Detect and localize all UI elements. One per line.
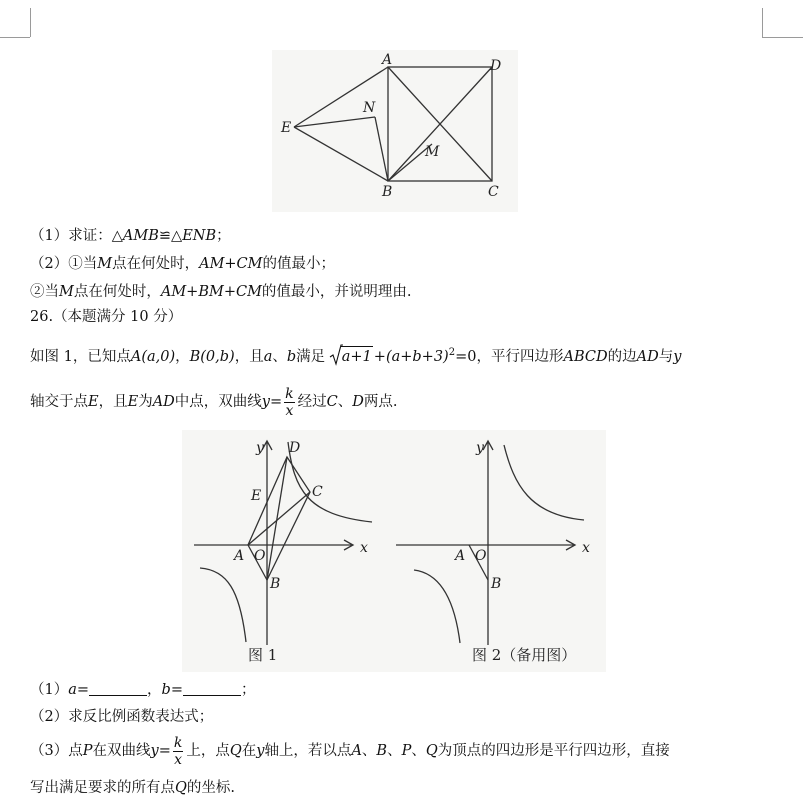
- q26-p3-b: 在双曲线: [92, 743, 151, 759]
- q26-p4-a: 写出满足要求的所有点: [30, 780, 175, 796]
- vertex-q: Q: [425, 743, 438, 759]
- fraction-numerator: k: [285, 385, 294, 402]
- q26-l2-sep: 、: [337, 394, 353, 410]
- fig1-label-d: D: [289, 440, 301, 456]
- q26-l2-a: 轴交于点: [30, 394, 88, 410]
- point-label-c: C: [488, 184, 499, 200]
- fig1-label-b: B: [270, 576, 281, 592]
- q25-p2-prefix: （2）①当: [30, 256, 98, 272]
- q26-l2-f: 两点.: [363, 394, 398, 410]
- q26-l1-a: 如图 1，已知点: [30, 348, 131, 365]
- question-26-part-2: （2）求反比例函数表达式；: [30, 709, 214, 725]
- q26-l1-c: 满足: [296, 348, 326, 365]
- q25-p1-enb: ENB: [182, 228, 217, 244]
- sep-3: 、: [411, 743, 426, 759]
- triangle-symbol-2: △: [171, 228, 183, 244]
- q26-p3-a: （3）点: [30, 743, 83, 759]
- answer-a-blank[interactable]: [89, 681, 147, 696]
- vertex-b: B: [376, 743, 388, 759]
- answer-b-label: b: [161, 682, 171, 698]
- point-label-a: A: [382, 52, 393, 68]
- point-c: C: [326, 394, 338, 410]
- crop-mark-top-left-h: [0, 37, 30, 38]
- answer-b-blank[interactable]: [183, 681, 241, 696]
- hyperbola-y: y: [261, 394, 270, 410]
- answer-comma: ，: [147, 682, 162, 698]
- q25-p1-prefix: （1）求证：: [30, 228, 112, 244]
- sqrt-body: a+1: [341, 346, 373, 366]
- point-e-1: E: [88, 394, 99, 410]
- q26-l1-d: ，平行四边形: [476, 348, 564, 365]
- point-e-2: E: [127, 394, 139, 410]
- q26-l2-e: 经过: [297, 394, 327, 410]
- fraction-denominator: x: [285, 402, 294, 419]
- point-b-coords: B(0,b): [189, 348, 235, 365]
- question-25-part-2: [30, 255, 335, 273]
- fraction-k-over-x-2: [173, 735, 183, 768]
- point-label-d: D: [490, 58, 502, 74]
- point-label-m: M: [425, 144, 440, 160]
- fig2-label-a: A: [455, 548, 466, 564]
- point-q: Q: [229, 743, 242, 759]
- answer-b-eq: =: [170, 682, 183, 698]
- q26-l1-comma: ，: [175, 348, 190, 365]
- exponent: 2: [448, 347, 456, 358]
- q26-l2-b: ，且: [98, 394, 128, 410]
- parallelogram-abcd: ABCD: [563, 348, 608, 365]
- fig1-label-a: A: [234, 548, 245, 564]
- q25-p3-m: M: [59, 284, 74, 300]
- fraction-denominator-2: x: [174, 751, 183, 768]
- q26-l1-e: 的边: [607, 348, 637, 365]
- point-d: D: [352, 394, 364, 410]
- q25-p3-prefix: ②当: [30, 284, 59, 300]
- y-axis-ref-2: y: [256, 743, 265, 759]
- q25-p2-m: M: [97, 256, 113, 272]
- q26-l1-f: 与: [658, 348, 674, 365]
- figure-2-caption: 图 2（备用图）: [472, 646, 577, 664]
- crop-mark-top-right-h: [762, 37, 803, 38]
- q26-p3-c: 上，点: [186, 743, 230, 759]
- question-25-part-2b: [30, 283, 412, 301]
- q26-p3-e: 轴上，若以点: [264, 743, 352, 759]
- point-label-b: B: [382, 184, 393, 200]
- triangle-symbol-1: △: [111, 228, 123, 244]
- q25-p1-suffix: ；: [216, 228, 231, 244]
- q26-l1-sep: 、: [272, 348, 287, 365]
- vertex-p: P: [401, 743, 412, 759]
- fig2-label-b: B: [491, 576, 502, 592]
- answer-a-label: a: [68, 682, 77, 698]
- point-q-2: Q: [175, 780, 187, 796]
- q25-p3-mid: 点在何处时，: [73, 284, 161, 300]
- question-26-line-2: [30, 385, 398, 419]
- q25-p2-mid: 点在何处时，: [112, 256, 200, 272]
- question-26-header: 26.（本题满分 10 分）: [30, 309, 183, 325]
- q26-p3-f: 为顶点的四边形是平行四边形，直接: [437, 743, 670, 759]
- q26-l1-rest: +(a+b+3): [373, 348, 449, 365]
- figure-1-caption: 图 1: [248, 646, 278, 664]
- q26-l1-eq: =0: [455, 348, 477, 365]
- hyperbola-eq-2: =: [158, 743, 171, 759]
- side-ad: AD: [636, 348, 659, 365]
- vertex-a: A: [351, 743, 362, 759]
- hyperbola-y-2: y: [150, 743, 159, 759]
- answer-a-eq: =: [76, 682, 90, 698]
- point-p: P: [82, 743, 93, 759]
- fig1-label-x: x: [360, 540, 368, 556]
- q25-p2-expr: AM+CM: [199, 256, 263, 272]
- point-a-coords: A(a,0): [130, 348, 176, 365]
- geometry-figure-square: [272, 50, 518, 212]
- fig1-label-e: E: [251, 488, 262, 504]
- q25-p3-expr: AM+BM+CM: [160, 284, 262, 300]
- fig1-label-o: O: [254, 548, 266, 564]
- congruent-symbol: ≌: [158, 228, 172, 244]
- var-b: b: [286, 348, 297, 365]
- question-25-part-1: [30, 227, 231, 245]
- fig1-label-y: y: [256, 440, 264, 456]
- q26-p4-b: 的坐标.: [186, 780, 235, 796]
- q26-l2-d: 中点，双曲线: [174, 394, 262, 410]
- fig2-label-o: O: [475, 548, 487, 564]
- q25-p2-suffix: 的值最小；: [262, 256, 336, 272]
- q26-p1-prefix: （1）: [30, 682, 69, 698]
- crop-mark-top-left-v: [30, 8, 31, 37]
- fraction-k-over-x: [284, 386, 294, 419]
- q26-p3-d: 在: [241, 743, 257, 759]
- q25-p3-suffix: 的值最小，并说明理由.: [261, 284, 412, 300]
- q25-p1-amb: AMB: [122, 228, 159, 244]
- q26-l1-b: ，且: [234, 348, 264, 365]
- sep-2: 、: [387, 743, 402, 759]
- hyperbola-eq: =: [270, 394, 283, 410]
- question-26-line-1: [30, 344, 681, 366]
- fig1-label-c: C: [312, 484, 323, 500]
- var-a: a: [263, 348, 273, 365]
- sep-1: 、: [361, 743, 377, 759]
- fraction-numerator-2: k: [173, 734, 183, 751]
- question-26-part-1: [30, 681, 256, 699]
- question-26-part-3-cont: [30, 779, 235, 797]
- question-26-part-3: [30, 734, 670, 768]
- crop-mark-top-right-v: [762, 8, 763, 37]
- fig2-label-x: x: [582, 540, 590, 556]
- y-axis-ref: y: [673, 348, 682, 365]
- coordinate-figures: [182, 430, 606, 672]
- q26-l2-c: 为: [138, 394, 153, 410]
- point-label-e: E: [281, 120, 292, 136]
- point-label-n: N: [363, 100, 376, 116]
- radical-sign: [330, 343, 342, 367]
- sqrt-expression: [330, 346, 373, 366]
- answer-end: ；: [241, 682, 256, 698]
- fig2-label-y: y: [476, 440, 484, 456]
- side-ad-2: AD: [152, 394, 175, 410]
